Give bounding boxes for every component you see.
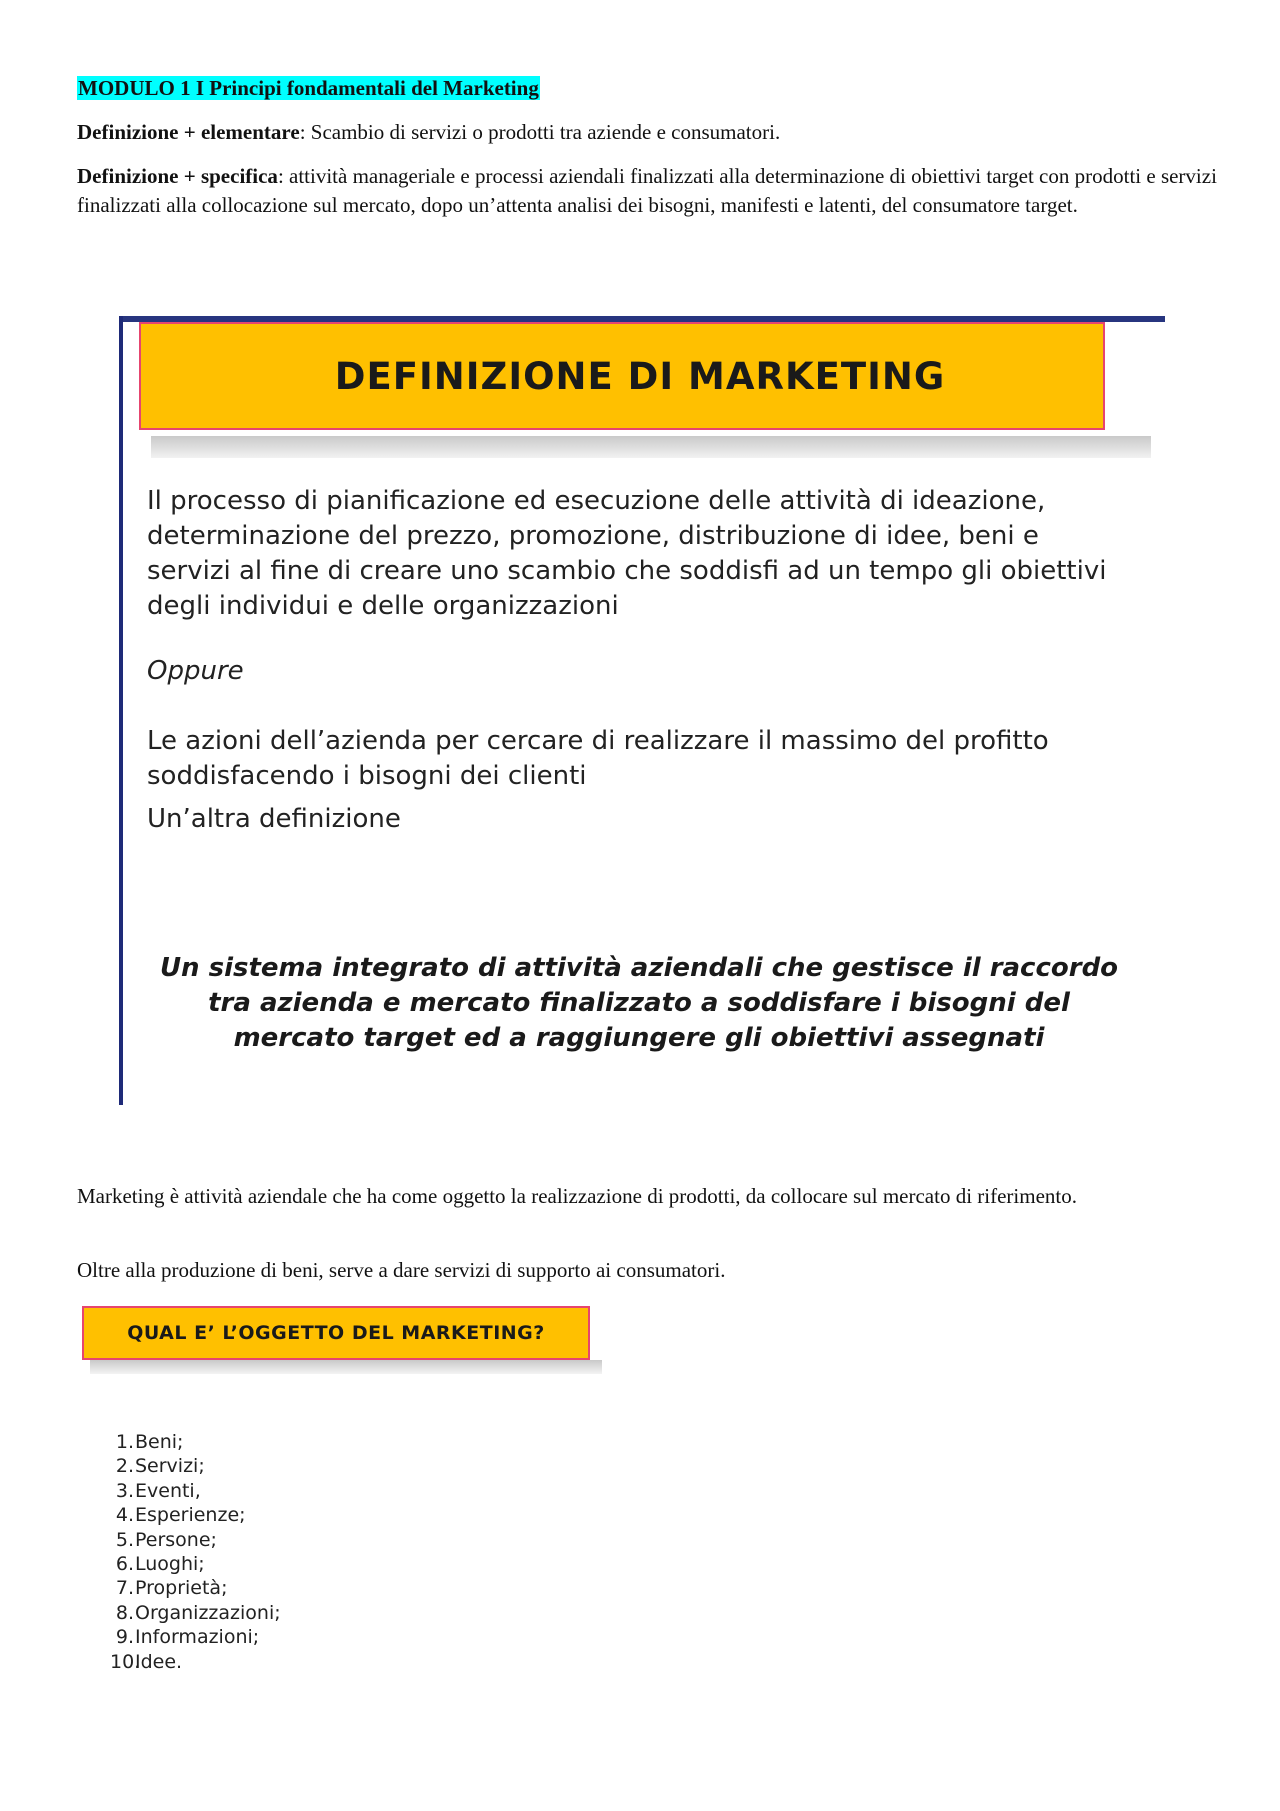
definition-specific bbox=[77, 162, 1217, 220]
list-item-label: Eventi, bbox=[135, 1479, 201, 1502]
list-item bbox=[110, 1552, 281, 1576]
slide-banner-shadow bbox=[151, 436, 1151, 458]
slide-definition-3: Un sistema integrato di attività aziendali che gestisce il raccordo tra azienda e mercato finalizzato a soddisfare i bisogni del mercato target ed a raggiungere gli obiettivi assegnati bbox=[159, 953, 1119, 1053]
list-item-number: 3. bbox=[115, 1479, 134, 1502]
list-item-number: 1. bbox=[115, 1431, 134, 1453]
marketing-objects-list bbox=[110, 1430, 281, 1674]
list-item bbox=[110, 1625, 281, 1649]
list-item-label: Informazioni; bbox=[135, 1626, 260, 1649]
slide-definition-1: Il processo di pianificazione ed esecuzione delle attività di ideazione, determinazione del prezzo, promozione, distribuzione di idee, beni e servizi al fine di creare uno scambio che soddisfi ad un tempo gli obiettivi degli individui e delle organizzazioni bbox=[147, 486, 1107, 621]
list-item-number: 9. bbox=[115, 1626, 134, 1649]
list-item-number: 7. bbox=[115, 1577, 134, 1600]
slide-definition-2: Le azioni dell’azienda per cercare di realizzare il massimo del profitto soddisfacendo i bisogni dei clienti bbox=[147, 726, 1049, 791]
list-item bbox=[110, 1601, 281, 1625]
list-item-number: 2. bbox=[115, 1455, 134, 1478]
list-item-number: 8. bbox=[115, 1601, 134, 1624]
definition-specific-text: : attività manageriale e processi aziendali finalizzati alla determinazione di obiettivi target con prodotti e servizi finalizzati alla collocazione sul mercato, dopo un’attenta analisi dei bisogni, manifesti e latenti, del consumatore target. bbox=[77, 164, 1217, 217]
list-item-label: Proprietà; bbox=[135, 1577, 228, 1600]
slide-title: DEFINIZIONE DI MARKETING bbox=[334, 354, 946, 398]
list-item-number: 4. bbox=[115, 1504, 134, 1527]
list-item-number: 5. bbox=[115, 1528, 134, 1551]
question-banner-text: QUAL E’ L’OGGETTO DEL MARKETING? bbox=[127, 1322, 545, 1344]
slide-title-banner bbox=[139, 322, 1105, 430]
definition-specific-label: Definizione + specifica bbox=[77, 164, 278, 188]
slide-another-definition: Un’altra definizione bbox=[147, 804, 401, 834]
list-item bbox=[110, 1479, 281, 1503]
question-banner-shadow bbox=[90, 1360, 602, 1374]
module-title-text: MODULO 1 I Principi fondamentali del Marketing bbox=[78, 76, 539, 100]
list-item-label: Servizi; bbox=[135, 1455, 205, 1478]
list-item-label: Beni; bbox=[135, 1431, 184, 1453]
list-item bbox=[110, 1528, 281, 1552]
list-item bbox=[110, 1430, 281, 1454]
module-title bbox=[77, 74, 540, 102]
question-banner-image bbox=[82, 1306, 602, 1378]
list-item bbox=[110, 1650, 281, 1674]
list-item-label: Esperienze; bbox=[135, 1504, 246, 1527]
definition-slide-image bbox=[119, 316, 1165, 1105]
list-item-label: Luoghi; bbox=[135, 1553, 205, 1576]
definition-elementary-text: : Scambio di servizi o prodotti tra aziende e consumatori. bbox=[299, 120, 781, 144]
list-item bbox=[110, 1454, 281, 1478]
slide-left-bar bbox=[119, 316, 123, 1105]
list-item bbox=[110, 1503, 281, 1527]
list-item-label: Organizzazioni; bbox=[135, 1601, 281, 1624]
definition-elementary-label: Definizione + elementare bbox=[77, 120, 300, 144]
paragraph-marketing: Marketing è attività aziendale che ha come oggetto la realizzazione di prodotti, da collocare sul mercato di riferimento. bbox=[77, 1184, 1077, 1208]
list-item-number: 6. bbox=[115, 1553, 134, 1576]
list-item bbox=[110, 1576, 281, 1600]
list-item-number: 10. bbox=[110, 1650, 141, 1673]
definition-elementary bbox=[77, 118, 1217, 147]
slide-oppure: Oppure bbox=[147, 656, 244, 686]
question-banner bbox=[82, 1306, 590, 1360]
list-item-label: Persone; bbox=[135, 1528, 217, 1551]
paragraph-oltre: Oltre alla produzione di beni, serve a dare servizi di supporto ai consumatori. bbox=[77, 1258, 726, 1282]
list-item-label: Idee. bbox=[135, 1650, 183, 1673]
